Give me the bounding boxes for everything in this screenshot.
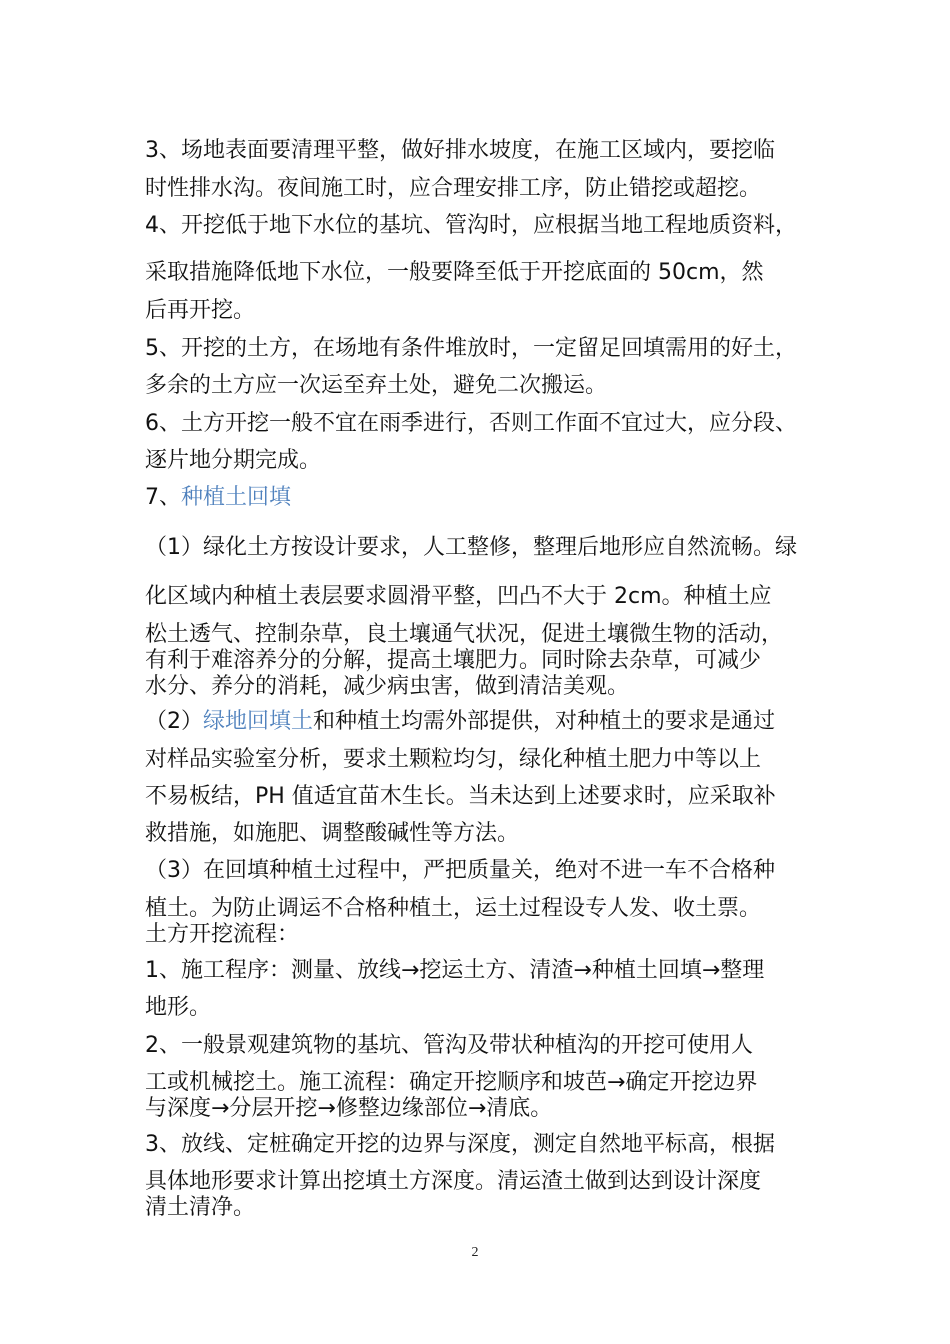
body-text-line: 2、一般景观建筑物的基坑、管沟及带状种植沟的开挖可使用人 (145, 1033, 753, 1058)
body-text-line: 具体地形要求计算出挖填土方深度。清运渣土做到达到设计深度 (145, 1169, 762, 1194)
section-heading (145, 483, 825, 513)
body-text-line: 化区域内种植土表层要求圆滑平整，凹凸不大于 2cm。种植土应 (145, 584, 772, 609)
paragraph-line-with-link (145, 707, 825, 737)
body-text-line: 时性排水沟。夜间施工时，应合理安排工序，防止错挖或超挖。 (145, 176, 762, 201)
body-text-line: 对样品实验室分析，要求土颗粒均匀，绿化种植土肥力中等以上 (145, 747, 762, 772)
section-title-link[interactable]: 种植土回填 (181, 485, 292, 510)
body-text-line: 水分、养分的消耗，减少病虫害，做到清洁美观。 (145, 674, 630, 699)
body-text-line: 3、场地表面要清理平整，做好排水坡度，在施工区域内，要挖临 (145, 138, 775, 163)
body-text-line: 有利于难溶养分的分解，提高土壤肥力。同时除去杂草，可减少 (145, 648, 762, 673)
body-text-line: （3）在回填种植土过程中，严把质量关，绝对不进一车不合格种 (145, 858, 775, 883)
body-text-line: 不易板结，PH 值适宜苗木生长。当未达到上述要求时，应采取补 (145, 784, 776, 809)
body-text-line: 救措施，如施肥、调整酸碱性等方法。 (145, 821, 520, 846)
body-text-line: 地形。 (145, 995, 212, 1020)
body-text-line: 4、开挖低于地下水位的基坑、管沟时，应根据当地工程地质资料， (145, 213, 797, 238)
section-number: 7、 (145, 485, 181, 510)
body-text-line: 与深度→分层开挖→修整边缘部位→清底。 (145, 1096, 553, 1121)
page-number: 2 (471, 1245, 479, 1260)
body-text-line: 采取措施降低地下水位，一般要降至低于开挖底面的 50cm，然 (145, 260, 764, 285)
body-text-line: 6、土方开挖一般不宜在雨季进行，否则工作面不宜过大，应分段、 (145, 411, 797, 436)
body-text-line: 清土清净。 (145, 1195, 256, 1220)
body-text-line: 松土透气、控制杂草，良土壤通气状况，促进土壤微生物的活动， (145, 622, 784, 647)
body-text-line: 多余的土方应一次运至弃土处，避免二次搬运。 (145, 373, 608, 398)
body-text-line: 工或机械挖土。施工流程：确定开挖顺序和坡芭→确定开挖边界 (145, 1070, 758, 1095)
body-text-line: 1、施工程序：测量、放线→挖运土方、清渣→种植土回填→整理 (145, 958, 765, 983)
paragraph-text: 和种植土均需外部提供，对种植土的要求是通过 (313, 709, 776, 734)
body-text-line: 后再开挖。 (145, 298, 256, 323)
body-text-line: 5、开挖的土方，在场地有条件堆放时，一定留足回填需用的好土， (145, 336, 797, 361)
body-text-line: 植土。为防止调运不合格种植土，运土过程设专人发、收土票。 (145, 896, 762, 921)
body-text-line: 逐片地分期完成。 (145, 448, 322, 473)
body-text-line: 土方开挖流程： (145, 922, 300, 947)
body-text-line: 3、放线、定桩确定开挖的边界与深度，测定自然地平标高，根据 (145, 1132, 775, 1157)
body-text-line: （1）绿化土方按设计要求，人工整修，整理后地形应自然流畅。绿 (145, 535, 797, 560)
inline-link[interactable]: 绿地回填土 (203, 709, 314, 734)
paragraph-number: （2） (145, 709, 203, 734)
